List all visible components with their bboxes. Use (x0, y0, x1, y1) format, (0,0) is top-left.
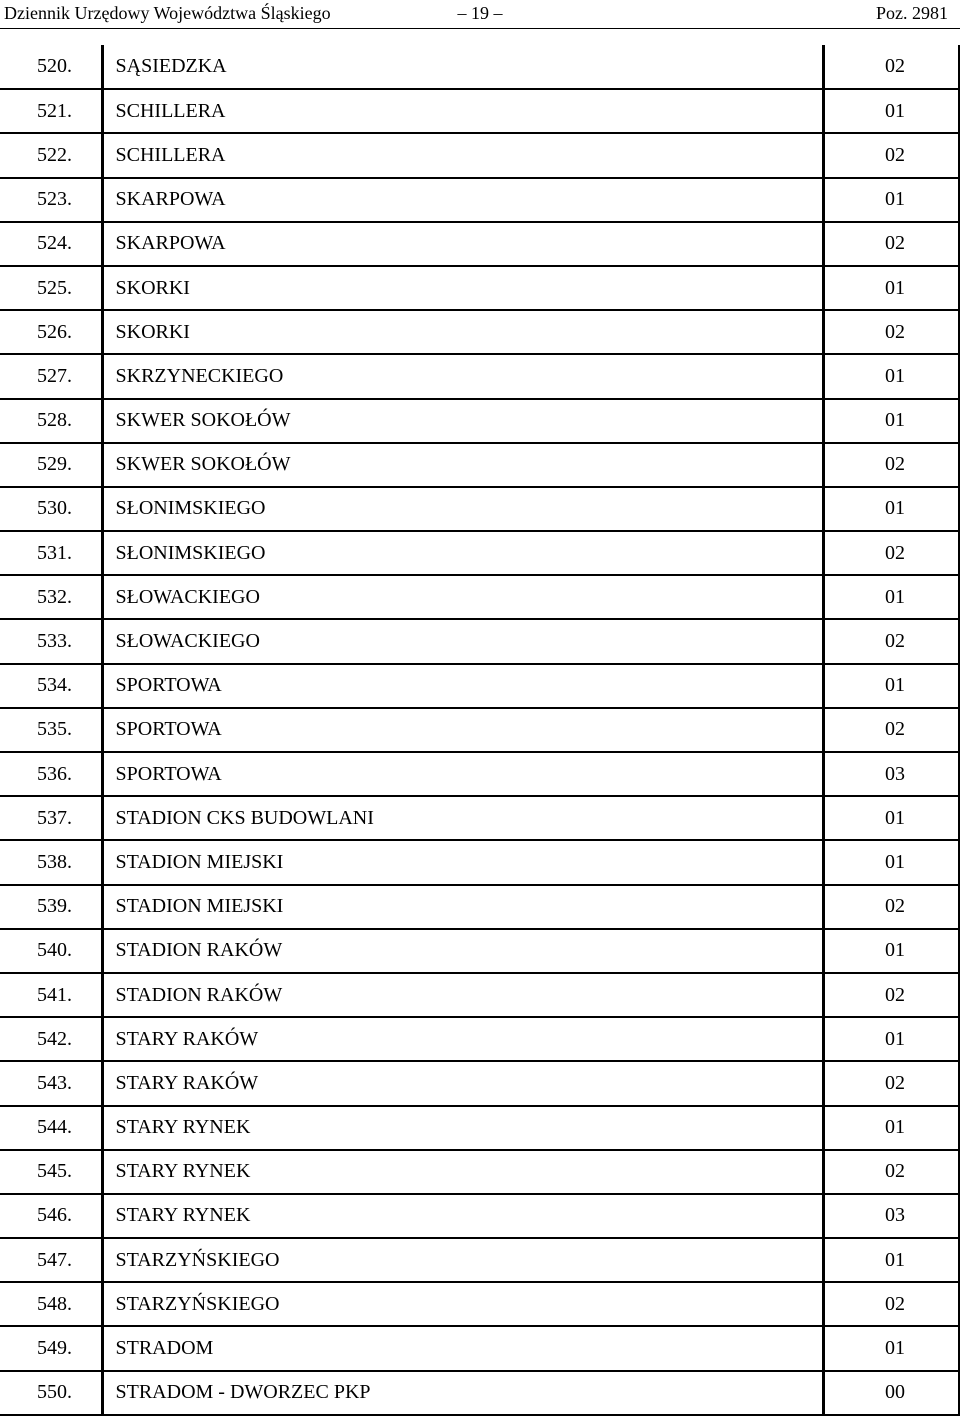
street-name: SKORKI (102, 310, 823, 354)
street-name: STARY RAKÓW (102, 1017, 823, 1061)
street-name: STRADOM (102, 1326, 823, 1370)
street-code: 01 (823, 1326, 959, 1370)
table-row (0, 575, 959, 619)
row-number: 522. (0, 133, 102, 177)
street-name: SŁOWACKIEGO (102, 575, 823, 619)
row-number: 533. (0, 619, 102, 663)
street-name: SĄSIEDZKA (102, 45, 823, 89)
street-name: STARY RAKÓW (102, 1061, 823, 1105)
street-code: 01 (823, 1017, 959, 1061)
street-name: STARZYŃSKIEGO (102, 1282, 823, 1326)
row-number: 547. (0, 1238, 102, 1282)
row-number: 531. (0, 531, 102, 575)
street-name: SKARPOWA (102, 178, 823, 222)
table-row (0, 354, 959, 398)
street-name: SPORTOWA (102, 664, 823, 708)
table-row (0, 399, 959, 443)
street-name: SKWER SOKOŁÓW (102, 399, 823, 443)
street-code: 01 (823, 89, 959, 133)
position-number: Poz. 2981 (876, 3, 948, 23)
street-name: STARY RYNEK (102, 1194, 823, 1238)
street-name: SCHILLERA (102, 89, 823, 133)
street-code: 03 (823, 752, 959, 796)
table-row (0, 531, 959, 575)
street-name: STRADOM - DWORZEC PKP (102, 1371, 823, 1415)
street-code: 02 (823, 310, 959, 354)
row-number: 548. (0, 1282, 102, 1326)
table-row (0, 133, 959, 177)
table-row (0, 619, 959, 663)
street-name: STARZYŃSKIEGO (102, 1238, 823, 1282)
row-number: 528. (0, 399, 102, 443)
row-number: 536. (0, 752, 102, 796)
street-name: STADION CKS BUDOWLANI (102, 796, 823, 840)
table-row (0, 664, 959, 708)
street-code: 02 (823, 619, 959, 663)
street-name: STADION MIEJSKI (102, 885, 823, 929)
street-name: SCHILLERA (102, 133, 823, 177)
street-code: 02 (823, 1150, 959, 1194)
street-code: 02 (823, 531, 959, 575)
street-code: 01 (823, 1106, 959, 1150)
table-row (0, 752, 959, 796)
table-row (0, 1326, 959, 1370)
row-number: 534. (0, 664, 102, 708)
street-name: SPORTOWA (102, 708, 823, 752)
street-code: 01 (823, 266, 959, 310)
row-number: 521. (0, 89, 102, 133)
row-number: 540. (0, 929, 102, 973)
street-code: 01 (823, 399, 959, 443)
table-row (0, 222, 959, 266)
table-row (0, 1371, 959, 1415)
table-row (0, 443, 959, 487)
street-name: STADION RAKÓW (102, 929, 823, 973)
table-row (0, 929, 959, 973)
street-code: 02 (823, 222, 959, 266)
street-code: 01 (823, 840, 959, 884)
street-name: SŁONIMSKIEGO (102, 487, 823, 531)
row-number: 549. (0, 1326, 102, 1370)
street-code: 02 (823, 1061, 959, 1105)
street-code: 01 (823, 178, 959, 222)
street-code: 03 (823, 1194, 959, 1238)
row-number: 537. (0, 796, 102, 840)
table-row (0, 310, 959, 354)
table-row (0, 1282, 959, 1326)
street-table-body (0, 45, 959, 1415)
street-code: 01 (823, 1238, 959, 1282)
row-number: 529. (0, 443, 102, 487)
street-code: 01 (823, 575, 959, 619)
row-number: 526. (0, 310, 102, 354)
street-code: 01 (823, 664, 959, 708)
row-number: 527. (0, 354, 102, 398)
row-number: 524. (0, 222, 102, 266)
row-number: 520. (0, 45, 102, 89)
table-row (0, 266, 959, 310)
street-name: STADION MIEJSKI (102, 840, 823, 884)
street-name: STARY RYNEK (102, 1106, 823, 1150)
row-number: 530. (0, 487, 102, 531)
row-number: 539. (0, 885, 102, 929)
row-number: 532. (0, 575, 102, 619)
page-header (0, 0, 960, 29)
street-name: SKWER SOKOŁÓW (102, 443, 823, 487)
row-number: 546. (0, 1194, 102, 1238)
street-name: STADION RAKÓW (102, 973, 823, 1017)
street-name: SŁONIMSKIEGO (102, 531, 823, 575)
street-name: SKRZYNECKIEGO (102, 354, 823, 398)
street-code: 01 (823, 487, 959, 531)
row-number: 525. (0, 266, 102, 310)
row-number: 535. (0, 708, 102, 752)
table-row (0, 45, 959, 89)
street-name: SKARPOWA (102, 222, 823, 266)
table-row (0, 708, 959, 752)
street-name: SKORKI (102, 266, 823, 310)
table-row (0, 1150, 959, 1194)
street-name: STARY RYNEK (102, 1150, 823, 1194)
row-number: 550. (0, 1371, 102, 1415)
street-code: 02 (823, 45, 959, 89)
table-row (0, 840, 959, 884)
table-row (0, 487, 959, 531)
street-name: SPORTOWA (102, 752, 823, 796)
table-row (0, 1238, 959, 1282)
street-code: 02 (823, 885, 959, 929)
table-row (0, 1194, 959, 1238)
street-code: 00 (823, 1371, 959, 1415)
row-number: 523. (0, 178, 102, 222)
table-row (0, 1061, 959, 1105)
street-name: SŁOWACKIEGO (102, 619, 823, 663)
street-code: 02 (823, 973, 959, 1017)
table-row (0, 178, 959, 222)
journal-title: Dziennik Urzędowy Województwa Śląskiego (4, 3, 331, 23)
street-code: 01 (823, 354, 959, 398)
table-row (0, 885, 959, 929)
table-row (0, 89, 959, 133)
row-number: 545. (0, 1150, 102, 1194)
table-row (0, 973, 959, 1017)
street-table (0, 45, 960, 1416)
table-row (0, 1017, 959, 1061)
row-number: 542. (0, 1017, 102, 1061)
row-number: 544. (0, 1106, 102, 1150)
street-code: 02 (823, 443, 959, 487)
row-number: 543. (0, 1061, 102, 1105)
table-row (0, 1106, 959, 1150)
page-number: – 19 – (457, 3, 503, 23)
table-row (0, 796, 959, 840)
street-code: 02 (823, 1282, 959, 1326)
street-code: 01 (823, 796, 959, 840)
row-number: 538. (0, 840, 102, 884)
street-code: 02 (823, 708, 959, 752)
street-code: 02 (823, 133, 959, 177)
row-number: 541. (0, 973, 102, 1017)
street-code: 01 (823, 929, 959, 973)
